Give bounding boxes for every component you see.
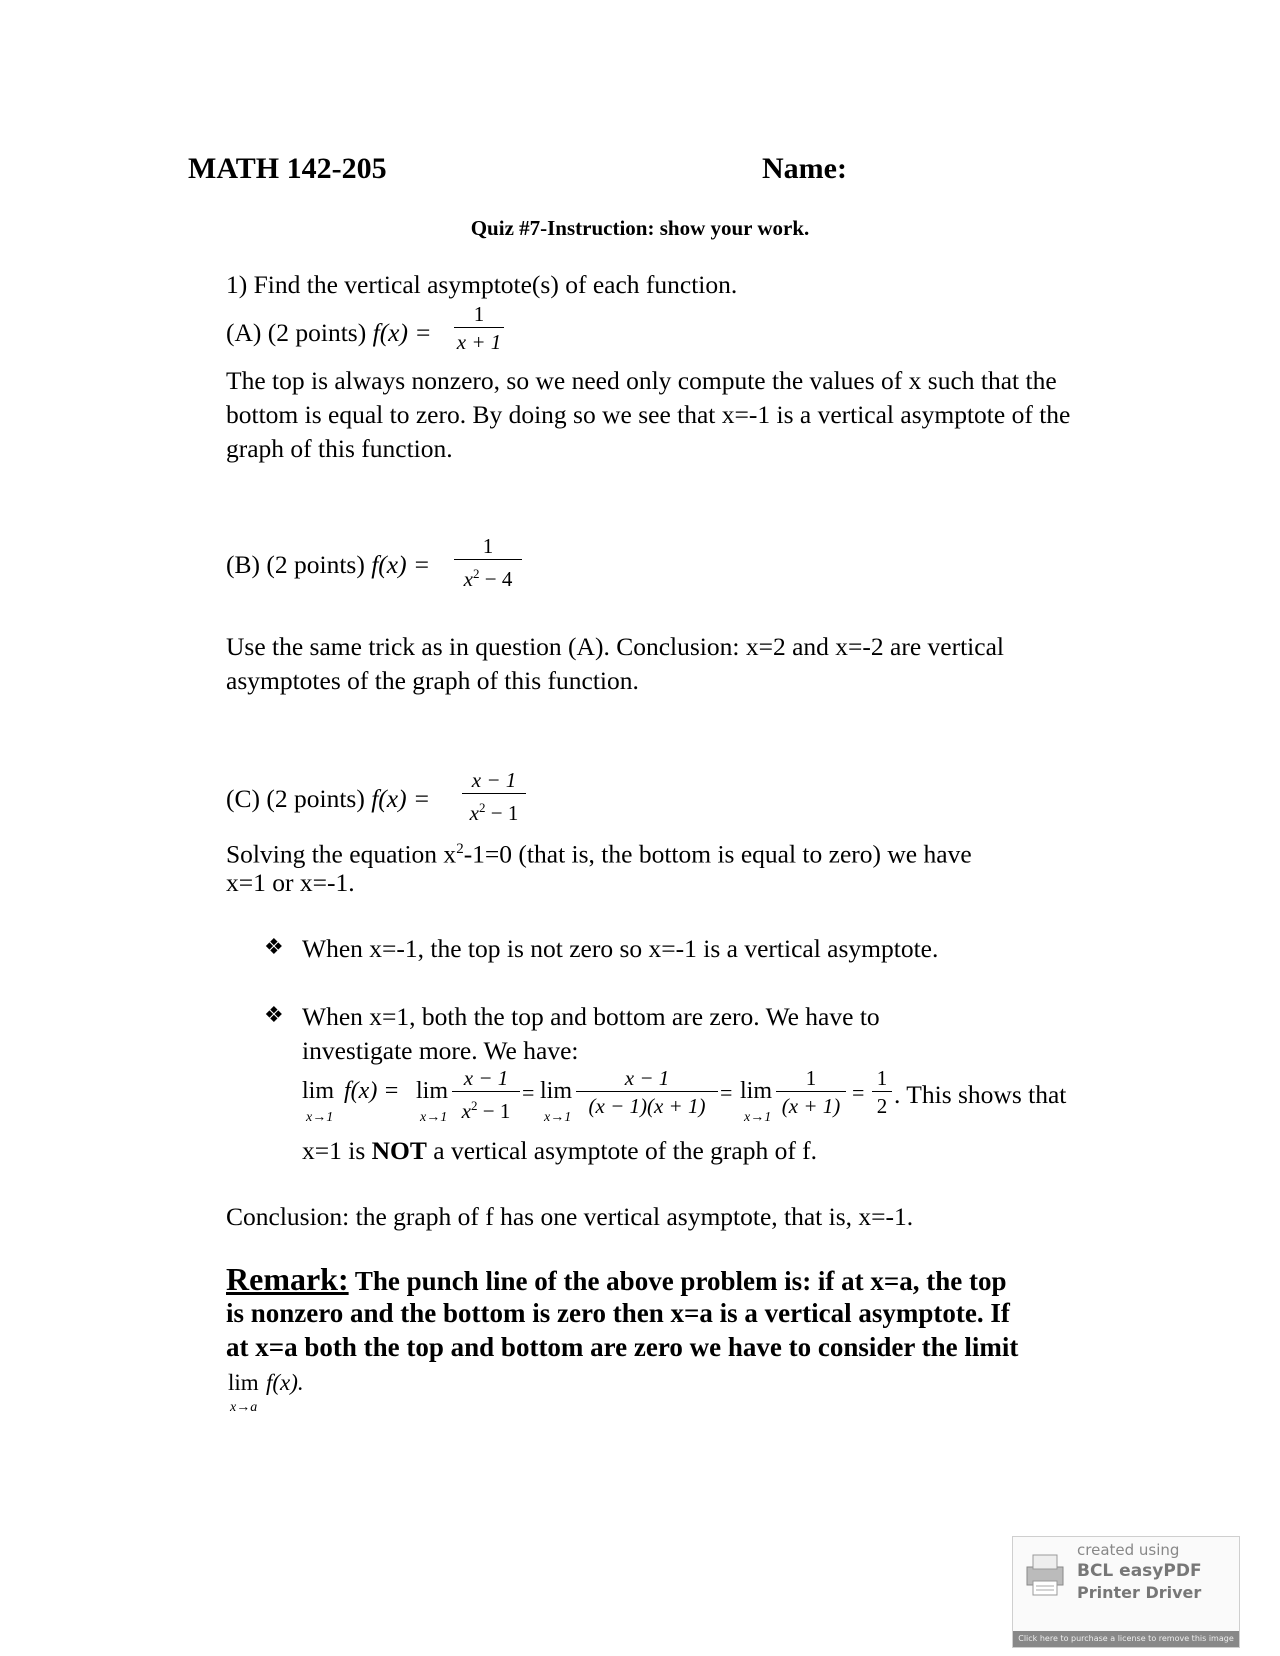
part-c-fraction [462,768,526,825]
part-a-lhs: f(x) = [372,318,432,347]
limit-2: lim [416,1078,449,1104]
limit-1-fx: f(x) = [344,1078,400,1104]
limit-1: lim [302,1078,335,1104]
limit-shows-text: . This shows that [894,1080,1067,1109]
part-c-solve: Solving the equation $x^2-1=0$ (that is, the bottom is equal to zero) we have [226,839,972,869]
fraction-numerator: 1 [473,302,485,326]
part-b-lhs: f(x) = [371,550,431,579]
part-c-solve-line2: x=1 or x=-1. [226,868,355,897]
watermark-line2: BCL easyPDF [1077,1561,1202,1581]
bullet-2-text-line2: investigate more. We have: [302,1036,579,1065]
quiz-subtitle: Quiz #7-Instruction: show your work. [470,216,810,240]
part-c-lhs: f(x) = [371,784,431,813]
bullet-2-text-line1: When x=1, both the top and bottom are zero. We have to [302,1002,880,1031]
watermark-badge[interactable] [1012,1536,1240,1648]
part-c-label [226,782,430,816]
part-b-fraction [454,534,522,591]
equals-sign: = [522,1080,535,1105]
fraction-bar [454,559,522,560]
part-a-fraction [454,302,504,354]
printer-icon [1021,1549,1069,1601]
fraction-bar [454,327,504,328]
watermark-purchase-link[interactable]: Click here to purchase a license to remove this image [1013,1631,1239,1647]
part-c-points: (C) (2 points) [226,784,365,813]
equals-sign: = [852,1080,865,1105]
remark-limit: lim [228,1370,259,1395]
limit-1-sub: x→1 [306,1110,334,1125]
fraction-numerator: 1 [482,534,494,558]
limit-fraction-1: x − 1 $x^2 - 1$ [452,1066,520,1123]
watermark-line3: Printer Driver [1077,1583,1202,1602]
limit-3: lim [540,1078,573,1104]
part-a-points: (A) (2 points) [226,318,367,347]
remark-limit-sub: x→a [230,1400,258,1415]
fraction-denominator: x + 1 [456,330,502,354]
remark-line1: Remark: The punch line of the above problem is: if at x=a, the top [226,1261,1007,1297]
bullet-1-text: When x=-1, the top is not zero so x=-1 is a vertical asymptote. [302,934,939,963]
remark-fx: f(x). [266,1370,304,1395]
part-a-answer: The top is always nonzero, so we need only compute the values of x such that the bottom is equal to zero. By doing so we see that x=-1 is a vertical asymptote of the graph of this function. [226,366,1071,463]
part-a-label [226,316,432,350]
limit-fraction-2: x − 1 (x − 1)(x + 1) [576,1066,718,1118]
name-label: Name: [762,152,847,185]
limit-fraction-3: 1 (x + 1) [776,1066,846,1118]
fraction-numerator: x − 1 [471,768,517,792]
part-b-answer: Use the same trick as in question (A). Conclusion: x=2 and x=-2 are vertical asymptotes of the graph of this function. [226,632,1004,695]
equals-sign: = [720,1080,733,1105]
fraction-bar [462,793,526,794]
fraction-denominator: $x^2 - 1$ [469,800,519,825]
part-b-label [226,548,430,582]
limit-3-sub: x→1 [544,1110,572,1125]
limit-4-sub: x→1 [744,1110,772,1125]
remark-line2: is nonzero and the bottom is zero then x=a is a vertical asymptote. If [226,1298,1010,1328]
question-prompt: 1) Find the vertical asymptote(s) of each function. [226,270,738,299]
watermark-line1: created using [1077,1541,1180,1559]
not-asymptote-text: x=1 is NOT a vertical asymptote of the graph of f. [302,1136,818,1165]
remark-line3: at x=a both the top and bottom are zero we have to consider the limit [226,1332,1019,1362]
bullet-icon: ❖ [264,1002,284,1027]
limit-2-sub: x→1 [420,1110,448,1125]
fraction-denominator: $x^2 - 4$ [463,566,513,591]
limit-fraction-4: 1 2 [872,1066,892,1118]
remark-title: Remark: [226,1261,349,1297]
part-b-points: (B) (2 points) [226,550,365,579]
course-title: MATH 142-205 [188,152,387,185]
part-c-conclusion: Conclusion: the graph of f has one vertical asymptote, that is, x=-1. [226,1202,914,1231]
limit-4: lim [740,1078,773,1104]
bullet-icon: ❖ [264,934,284,959]
